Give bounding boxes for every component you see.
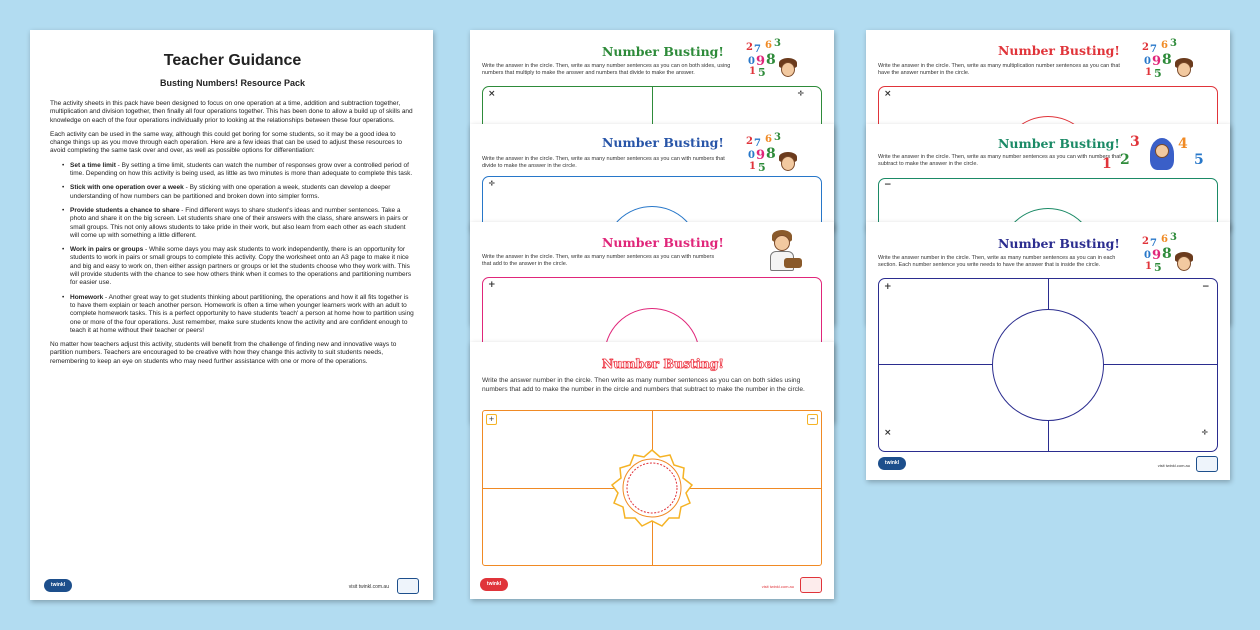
- number-glyph: 6: [765, 40, 772, 51]
- number-glyph: 7: [1150, 44, 1157, 55]
- number-glyph: 0: [748, 150, 755, 161]
- number-glyph: 4: [1178, 136, 1188, 152]
- character-face: [774, 235, 790, 251]
- twinkl-badge-icon: [397, 578, 419, 594]
- number-glyph: 0: [1144, 250, 1151, 261]
- number-glyph: 6: [1161, 40, 1168, 51]
- worksheet-instructions: Write the answer in the circle. Then, write as many number sentences as you can on both sides, using numbers that multiply to make the answer and numbers that divide to make the answer.: [482, 63, 731, 76]
- numbers-illustration: [1102, 132, 1212, 178]
- bullet-text: - Find different ways to share student's ideas and number sentences. Take a photo and share it on the big screen. Let students share one of their answers with the class, share answers in pairs or small groups. This not only allows students to take pride in their work, but also learn from each other as each student will come up with something a little different.: [70, 206, 409, 239]
- multiply-symbol: ×: [884, 89, 892, 99]
- guidance-paragraph: No matter how teachers adjust this activity, students will benefit from the challenge of finding new and innovative ways to partition numbers. Teachers are encouraged to be creative with how they change this activity to suit students needs, remembering to keep an eye on students who may need further assistance with one or more of the operations.: [50, 341, 397, 365]
- number-glyph: 2: [746, 42, 753, 53]
- footer-visit-text: visit twinkl.com.au: [348, 584, 389, 590]
- number-glyph: 5: [758, 161, 766, 174]
- subtract-symbol: −: [884, 180, 892, 190]
- character-face: [1155, 144, 1169, 158]
- add-symbol: +: [488, 415, 495, 423]
- worksheet-all-operations: [866, 222, 1230, 480]
- worksheet-instructions: Write the answer in the circle. Then, write as many number sentences as you can with numbers that add to the answer in the circle.: [482, 254, 715, 267]
- number-glyph: 9: [1152, 54, 1162, 69]
- subtract-symbol: −: [809, 415, 816, 423]
- character-object: [784, 258, 802, 268]
- guidance-subtitle: Busting Numbers! Resource Pack: [159, 78, 306, 88]
- worksheet-add-subtract: [470, 342, 834, 599]
- bullet-heading: Provide students a chance to share: [70, 206, 180, 214]
- numbers-illustration: [746, 40, 806, 80]
- worksheet-title: Number Busting!: [998, 136, 1120, 151]
- number-glyph: 2: [746, 136, 753, 147]
- number-glyph: 1: [749, 161, 756, 172]
- number-glyph: 7: [1150, 238, 1157, 249]
- guidance-bullet: [62, 207, 415, 240]
- worksheet-title: Number Busting!: [998, 43, 1120, 58]
- worksheet-footer: [866, 454, 1230, 480]
- number-glyph: 0: [1144, 56, 1151, 67]
- teacher-guidance-sheet: [30, 30, 433, 600]
- bullet-heading: Work in pairs or groups: [70, 246, 144, 254]
- subtract-symbol-badge: [807, 414, 818, 425]
- bullet-text: - Another great way to get students thinking about partitioning, the operations and how it all fits together is to have them explain or teach another person. Homework is often a time when younger learners work with an adult to complete homework tasks. This is a perfect opportunity to have students 'teach' a person at home how to partition using one or more of the four operations. Just remember, make sure students know the activity and are confident enough to teach it at home without their teacher or peers!: [70, 293, 414, 334]
- number-glyph: 1: [1145, 67, 1152, 78]
- add-symbol: +: [884, 282, 892, 292]
- twinkl-badge-icon: [800, 577, 822, 593]
- bullet-heading: Homework: [70, 293, 104, 301]
- bullet-text: - While some days you may ask students to work independently, there is an opportunity for students to work in pairs or small groups to complete this activity. Copy the worksheet onto an A3 page to make it nice and big and easy to work on, then either assign partners or groups or let the students choose who they work with. This will provide students with the chance to see how others think when it comes to the operations and partitioning numbers for easier use.: [70, 246, 412, 287]
- number-glyph: 1: [749, 66, 756, 77]
- worksheet-instructions: Write the answer number in the circle. Then write as many number sentences as you can on both sides using numbers that add to make the number in the circle and numbers that subtract to make the number in the circle.: [482, 377, 805, 393]
- number-glyph: 3: [1170, 38, 1177, 49]
- worksheet-footer: [470, 573, 834, 599]
- twinkl-logo: twinkl: [878, 457, 906, 470]
- number-glyph: 5: [1154, 67, 1162, 80]
- number-glyph: 5: [1194, 152, 1204, 168]
- bullet-heading: Set a time limit: [70, 161, 116, 169]
- character-face: [1177, 256, 1191, 271]
- worksheet-instructions: Write the answer in the circle. Then, write as many number sentences as you can with numbers that subtract to make the answer in the circle.: [878, 154, 1121, 167]
- worksheet-title: Number Busting!: [998, 236, 1120, 251]
- divide-symbol: ÷: [1201, 428, 1209, 438]
- guidance-body: [50, 100, 415, 366]
- number-glyph: 1: [1102, 156, 1112, 172]
- footer-visit-text: visit twinkl.com.au: [761, 584, 794, 589]
- twinkl-logo: twinkl: [44, 579, 72, 592]
- divider-line: [652, 86, 653, 126]
- worksheet-title: Number Busting!: [602, 356, 724, 371]
- number-glyph: 9: [756, 148, 766, 163]
- number-glyph: 2: [1120, 152, 1130, 168]
- footer-visit-text: visit twinkl.com.au: [1157, 463, 1190, 468]
- number-glyph: 1: [1145, 261, 1152, 272]
- number-glyph: 7: [754, 44, 761, 55]
- character-illustration: [766, 230, 802, 274]
- number-glyph: 3: [774, 132, 781, 143]
- number-glyph: 8: [1162, 52, 1172, 68]
- divide-symbol: ÷: [797, 89, 805, 99]
- number-glyph: 3: [1170, 232, 1177, 243]
- number-glyph: 5: [758, 66, 766, 79]
- guidance-title: Teacher Guidance: [163, 52, 302, 69]
- numbers-illustration: [1142, 232, 1202, 276]
- subtract-symbol: −: [1202, 282, 1210, 292]
- numbers-illustration: [746, 132, 806, 176]
- guidance-bullet-list: [50, 162, 415, 335]
- guidance-bullet: [62, 162, 415, 179]
- bullet-text: - By sticking with one operation a week, students can develop a deeper understanding of how numbers can be partitioned and broken down into simpler forms.: [70, 184, 391, 200]
- add-symbol-badge: [486, 414, 497, 425]
- twinkl-logo: twinkl: [480, 578, 508, 591]
- guidance-bullet: [62, 184, 415, 201]
- add-symbol: +: [488, 280, 496, 290]
- number-glyph: 5: [1154, 261, 1162, 274]
- number-glyph: 3: [774, 38, 781, 49]
- number-glyph: 6: [1161, 234, 1168, 245]
- character-face: [1177, 62, 1191, 77]
- guidance-footer: [30, 574, 433, 600]
- worksheet-instructions: Write the answer in the circle. Then, write as many number sentences as you can with numbers that divide to make the answer in the circle.: [482, 156, 725, 169]
- number-glyph: 9: [1152, 248, 1162, 263]
- worksheet-title: Number Busting!: [602, 135, 724, 150]
- worksheet-title: Number Busting!: [602, 235, 724, 250]
- number-glyph: 9: [756, 54, 766, 69]
- number-glyph: 8: [766, 146, 776, 162]
- guidance-paragraph: The activity sheets in this pack have been designed to focus on one operation at a time, addition and subtraction together, multiplication and division together, then finally all four operations together. This has been done to allow a build up of skills and knowledge on each of the four operations individually prior to looking at the relationships between these four operations.: [50, 100, 413, 124]
- worksheet-title: Number Busting!: [602, 44, 724, 59]
- guidance-paragraph: Each activity can be used in the same way, although this could get boring for some students, so it may be a good idea to change things up as you move through each operation. Here are a few ideas that can be used to adjust these resources to avoid completing the same task over and over, as well as possible options for differentiation:: [50, 130, 402, 155]
- number-glyph: 8: [766, 52, 776, 68]
- multiply-symbol: ×: [884, 428, 892, 438]
- number-glyph: 2: [1142, 42, 1149, 53]
- number-glyph: 0: [748, 56, 755, 67]
- character-face: [781, 62, 795, 77]
- answer-circle: [992, 309, 1104, 421]
- bullet-text: - By setting a time limit, students can watch the number of responses grow over a controlled period of time. Depending on how this activity is being used, as little as two minutes is more than adequate to complete this task.: [70, 161, 413, 178]
- character-face: [781, 156, 795, 171]
- dashed-ring: [627, 463, 677, 513]
- number-glyph: 3: [1130, 134, 1140, 150]
- number-glyph: 6: [765, 134, 772, 145]
- number-glyph: 7: [754, 138, 761, 149]
- number-glyph: 2: [1142, 236, 1149, 247]
- numbers-illustration: [1142, 38, 1202, 82]
- divide-symbol: ÷: [488, 179, 496, 189]
- worksheet-instructions: Write the answer number in the circle. Then, write as many number sentences as you can in each section. Each number sentence you write needs to have the answer that is inside the circle.: [878, 255, 1116, 268]
- bullet-heading: Stick with one operation over a week: [70, 184, 184, 192]
- multiply-symbol: ×: [488, 89, 496, 99]
- guidance-bullet: [62, 246, 415, 287]
- worksheet-instructions: Write the answer in the circle. Then, write as many multiplication number sentences as you can that have the answer number in the circle.: [878, 63, 1120, 76]
- answer-circle: [604, 448, 700, 530]
- number-glyph: 8: [1162, 246, 1172, 262]
- guidance-bullet: [62, 294, 415, 335]
- twinkl-badge-icon: [1196, 456, 1218, 472]
